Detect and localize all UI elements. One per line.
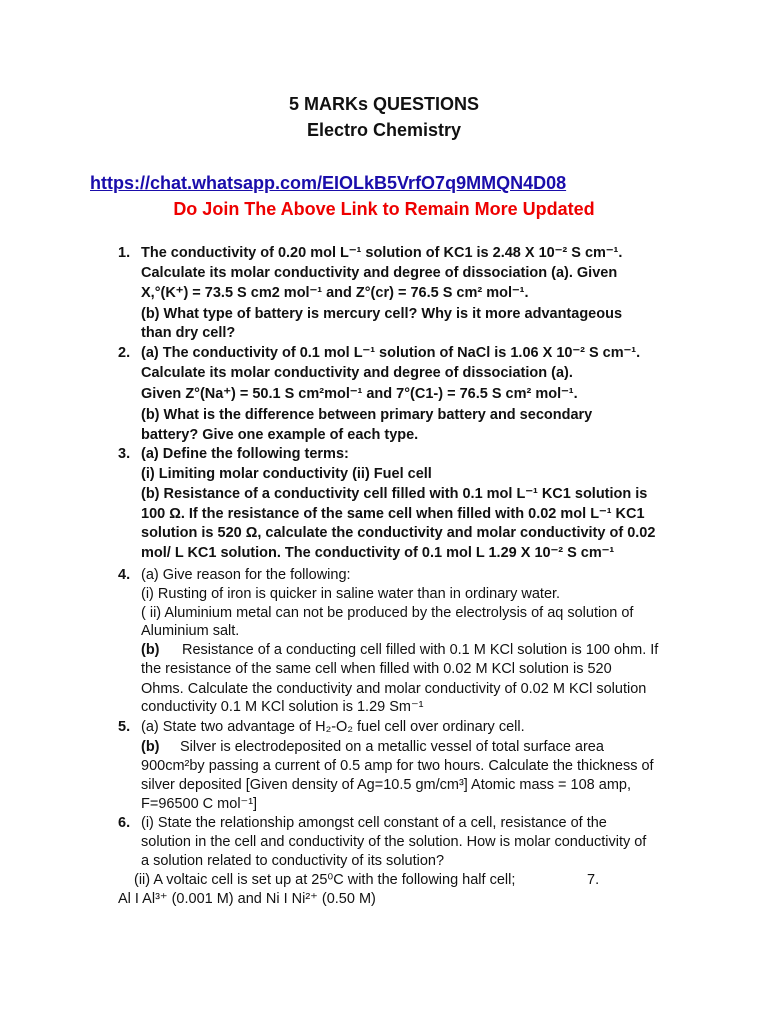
part-label: (b) (141, 739, 160, 755)
question-line: solution is 520 Ω, calculate the conductivity and molar conductivity of 0.02 (141, 525, 656, 541)
question-line: (ii) A voltaic cell is set up at 25⁰C with the following half cell; (134, 872, 516, 888)
question-line: (a) Give reason for the following: (141, 567, 351, 583)
question-line: a solution related to conductivity of its solution? (141, 853, 445, 869)
question-line: solution in the cell and conductivity of the solution. How is molar conductivity of (141, 834, 647, 850)
question-line: Silver is electrodeposited on a metallic vessel of total surface area (180, 739, 604, 755)
whatsapp-link[interactable]: https://chat.whatsapp.com/EIOLkB5VrfO7q9MMQN4D08 (90, 173, 567, 193)
question-line: Calculate its molar conductivity and degree of dissociation (a). Given (141, 265, 618, 281)
question-line: Calculate its molar conductivity and degree of dissociation (a). (141, 365, 573, 381)
question-line: The conductivity of 0.20 mol L⁻¹ solution of KC1 is 2.48 X 10⁻² S cm⁻¹. (141, 245, 623, 261)
join-notice: Do Join The Above Link to Remain More Updated (173, 199, 595, 219)
question-line: Ohms. Calculate the conductivity and molar conductivity of 0.02 M KCl solution (141, 681, 647, 697)
question-line: 900cm²by passing a current of 0.5 amp for two hours. Calculate the thickness of (141, 758, 654, 774)
question-line: (b) What type of battery is mercury cell? Why is it more advantageous (141, 306, 623, 322)
question-line: (i) State the relationship amongst cell constant of a cell, resistance of the (141, 815, 607, 831)
question-line: Al I Al³⁺ (0.001 M) and Ni I Ni²⁺ (0.50 M) (118, 891, 376, 907)
question-line: conductivity 0.1 M KCl solution is 1.29 Sm⁻¹ (141, 699, 424, 715)
question-line: F=96500 C mol⁻¹] (141, 796, 258, 812)
question-line: (i) Limiting molar conductivity (ii) Fuel cell (141, 466, 432, 482)
question-number: 1. (118, 245, 131, 261)
question-line: (b) What is the difference between primary battery and secondary (141, 407, 593, 423)
question-number: 4. (118, 567, 131, 583)
question-line: (a) Define the following terms: (141, 446, 349, 462)
question-line: silver deposited [Given density of Ag=10.5 gm/cm³] Atomic mass = 108 amp, (141, 777, 632, 793)
question-line: 100 Ω. If the resistance of the same cell when filled with 0.02 mol L⁻¹ KC1 (141, 506, 645, 522)
question-line: Given Z°(Na⁺) = 50.1 S cm²mol⁻¹ and 7°(C1-) = 76.5 S cm² mol⁻¹. (141, 386, 578, 402)
question-number: 6. (118, 815, 131, 831)
question-line: X,°(K⁺) = 73.5 S cm2 mol⁻¹ and Z°(cr) = 76.5 S cm² mol⁻¹. (141, 285, 529, 301)
question-line: mol/ L KC1 solution. The conductivity of 0.1 mol L 1.29 X 10⁻² S cm⁻¹ (141, 545, 615, 561)
question-line: (i) Rusting of iron is quicker in saline water than in ordinary water. (141, 586, 561, 602)
question-line: than dry cell? (141, 325, 236, 341)
question-line: (a) State two advantage of H₂-O₂ fuel cell over ordinary cell. (141, 719, 525, 735)
question-line: ( ii) Aluminium metal can not be produced by the electrolysis of aq solution of (141, 605, 634, 621)
question-number: 5. (118, 719, 131, 735)
question-number: 2. (118, 345, 131, 361)
question-number: 7. (587, 872, 600, 888)
page-subtitle: Electro Chemistry (306, 120, 462, 140)
question-number: 3. (118, 446, 131, 462)
question-line: Resistance of a conducting cell filled with 0.1 M KCl solution is 100 ohm. If (182, 642, 659, 658)
question-line: the resistance of the same cell when filled with 0.02 M KCl solution is 520 (141, 661, 612, 677)
part-label: (b) (141, 642, 160, 658)
question-line: (b) Resistance of a conductivity cell filled with 0.1 mol L⁻¹ KC1 solution is (141, 486, 648, 502)
question-line: (a) The conductivity of 0.1 mol L⁻¹ solution of NaCl is 1.06 X 10⁻² S cm⁻¹. (141, 345, 641, 361)
page-title: 5 MARKs QUESTIONS (288, 94, 480, 114)
question-line: battery? Give one example of each type. (141, 427, 419, 443)
question-line: Aluminium salt. (141, 623, 240, 639)
